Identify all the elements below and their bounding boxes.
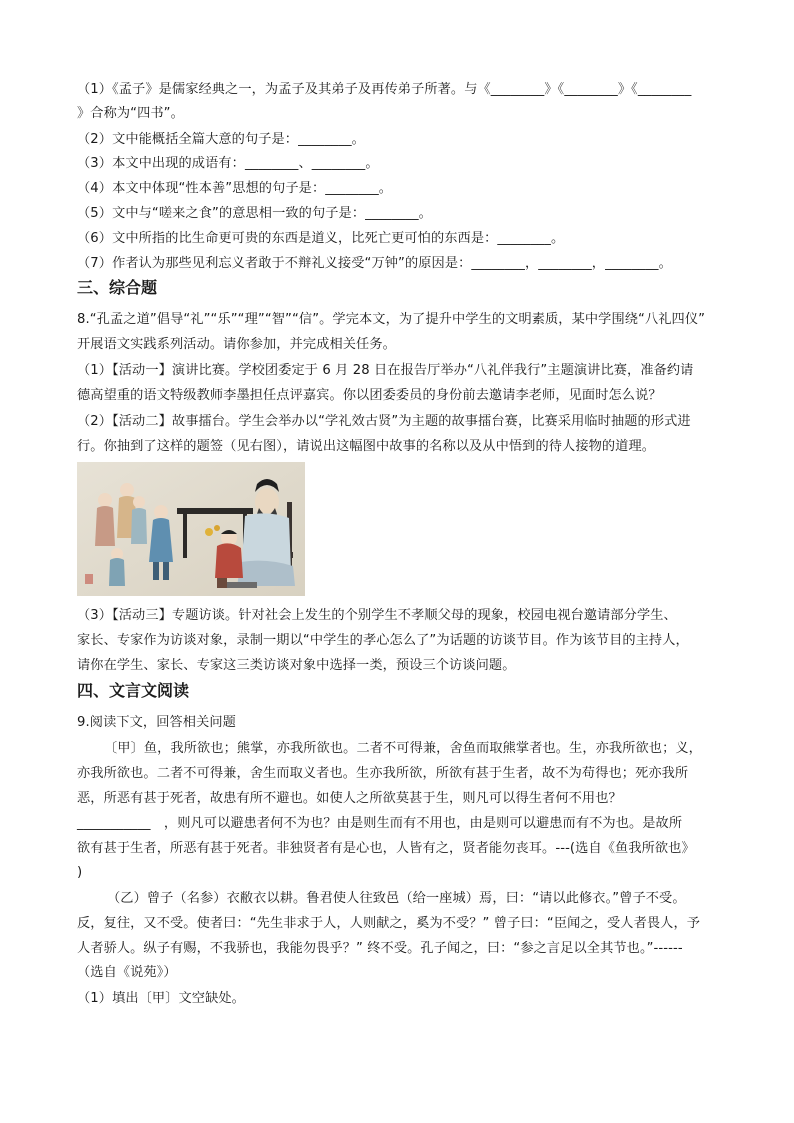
activity1-line1: （1）【活动一】演讲比赛。学校团委定于 6 月 28 日在报告厅举办“八礼伴我行”主题演讲比赛，准备约请 — [77, 363, 694, 378]
passage-yi-source: （选自《说苑》） — [77, 965, 177, 980]
q7-item-6: （6）文中所指的比生命更可贵的东西是道义，比死亡更可怕的东西是：________。 — [77, 231, 565, 246]
section-heading-classical: 四、文言文阅读 — [77, 681, 190, 700]
q7-item-1-cont: 》合称为“四书”。 — [77, 106, 184, 121]
passage-jia-line3: 恶，所恶有甚于死者，故患有所不避也。如使人之所欲莫甚于生，则凡可以得生者何不用也？ — [77, 791, 622, 806]
q7-item-1: （1）《孟子》是儒家经典之一，为孟子及其弟子及再传弟子所著。与《________》《________》《________ — [77, 82, 692, 97]
passage-jia-line4: ___________ ，则凡可以避患者何不为也？由是则生而有不用也，由是则可以避患而有不为也。是故所 — [77, 816, 683, 831]
passage-jia-line1: 〔甲〕鱼，我所欲也；熊掌，亦我所欲也。二者不可得兼，舍鱼而取熊掌者也。生，亦我所欲也；义， — [104, 741, 702, 756]
q7-item-3: （3）本文中出现的成语有：________、________。 — [77, 156, 379, 171]
activity1-line2: 德高望重的语文特级教师李墨担任点评嘉宾。你以团委委员的身份前去邀请李老师，见面时怎么说？ — [77, 388, 662, 403]
activity3-line2: 家长、专家作为访谈对象，录制一期以“中学生的孝心怎么了”为话题的访谈节目。作为该节目的主持人， — [77, 633, 689, 648]
activity2-line2: 行。你抽到了这样的题签（见右图），请说出这幅图中故事的名称以及从中悟到的待人接物的道理。 — [77, 439, 656, 454]
section-heading-comprehensive: 三、综合题 — [77, 278, 158, 297]
q7-item-4: （4）本文中体现“性本善”思想的句子是：________。 — [77, 181, 393, 196]
painting-teacher-with-children-icon — [77, 462, 305, 596]
passage-yi-line1: （乙）曾子（名参）衣敝衣以耕。鲁君使人往致邑（给一座城）焉，曰：“请以此修衣。”曾子不受。 — [107, 891, 686, 906]
q8-intro-line1: 8.“孔孟之道”倡导“礼”“乐”“理”“智”“信”。学完本文，为了提升中学生的文明素质，某中学围绕“八礼四仪” — [77, 312, 706, 327]
q7-item-7: （7）作者认为那些见利忘义者敢于不辩礼义接受“万钟”的原因是：________，________，________。 — [77, 256, 672, 271]
passage-yi-line2: 反，复往，又不受。使者曰：“先生非求于人，人则献之，奚为不受？” 曾子曰：“臣闻之，受人者畏人，予 — [77, 916, 701, 931]
q7-item-5: （5）文中与“嗟来之食”的意思相一致的句子是：________。 — [77, 206, 432, 221]
q9-subquestion-1: （1）填出〔甲〕文空缺处。 — [77, 991, 245, 1006]
activity3-line1: （3）【活动三】专题访谈。针对社会上发生的个别学生不孝顺父母的现象，校园电视台邀请部分学生、 — [77, 608, 677, 623]
passage-jia-line6: ) — [77, 865, 83, 880]
passage-yi-line3: 人者骄人。纵子有赐，不我骄也，我能勿畏乎？” 终不受。孔子闻之，曰：“参之言足以全其节也。”------ — [77, 941, 683, 956]
q8-intro-line2: 开展语文实践系列活动。请你参加，并完成相关任务。 — [77, 337, 396, 352]
activity3-line3: 请你在学生、家长、专家这三类访谈对象中选择一类，预设三个访谈问题。 — [77, 658, 516, 673]
activity2-line1: （2）【活动二】故事擂台。学生会举办以“学礼效古贤”为主题的故事擂台赛，比赛采用临时抽题的形式进 — [77, 414, 691, 429]
passage-jia-line2: 亦我所欲也。二者不可得兼，舍生而取义者也。生亦我所欲，所欲有甚于生者，故不为苟得也；死亦我所 — [77, 766, 689, 781]
q7-item-2: （2）文中能概括全篇大意的句子是：________。 — [77, 132, 365, 147]
q9-title: 9.阅读下文，回答相关问题 — [77, 715, 236, 730]
passage-jia-line5: 欲有甚于生者，所恶有甚于死者。非独贤者有是心也，人皆有之，贤者能勿丧耳。---(选自《鱼我所欲也》 — [77, 841, 695, 856]
